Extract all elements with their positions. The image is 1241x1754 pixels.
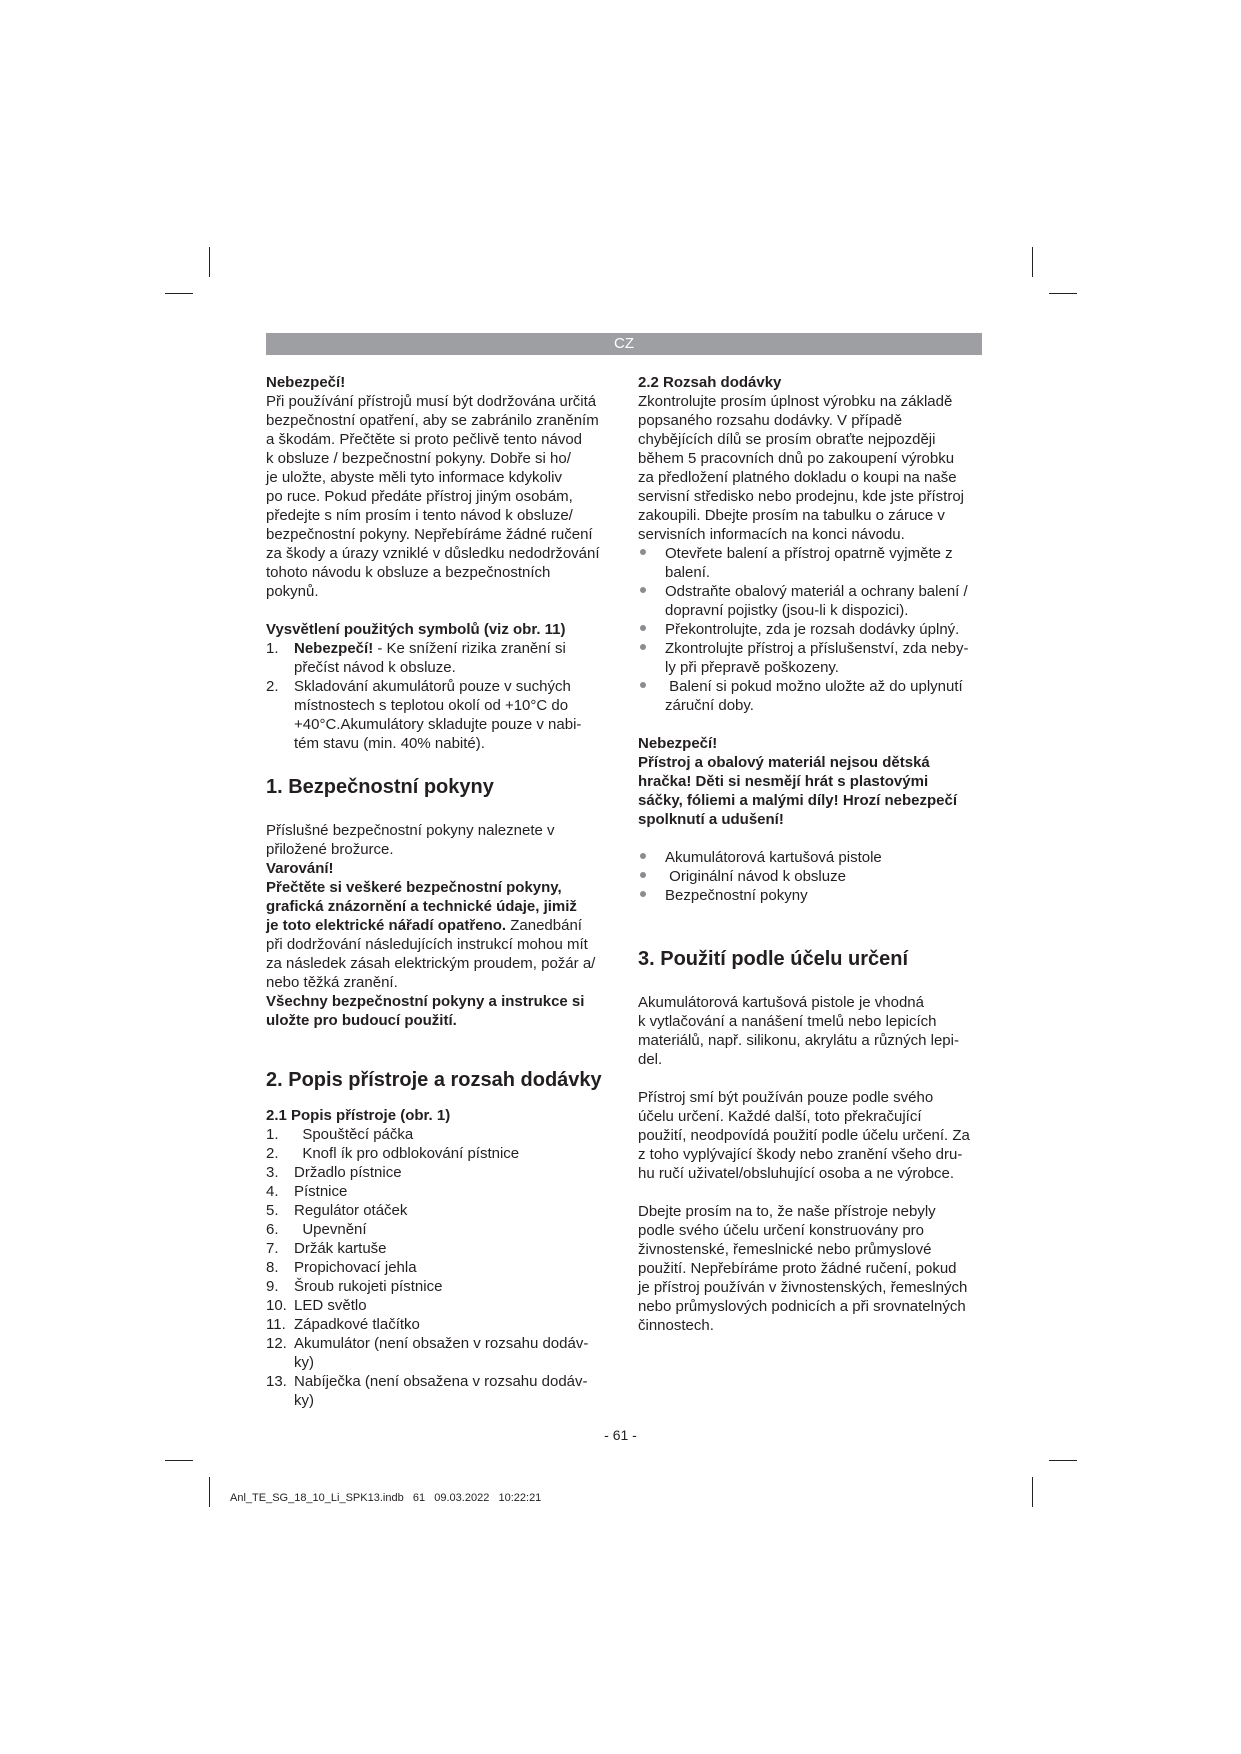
section-2-2-title: 2.2 Rozsah dodávky <box>638 374 782 391</box>
list-item <box>266 1372 611 1410</box>
item-number: 11. <box>266 1316 286 1333</box>
text-line: - Ke snížení rizika zranění si <box>373 640 566 657</box>
item-text: Upevnění <box>294 1221 367 1238</box>
item-text: Držák kartuše <box>294 1240 387 1257</box>
item-bold: Nebezpečí! <box>294 640 374 657</box>
section-2-title: 2. Popis přístroje a rozsah dodávky <box>266 1069 602 1091</box>
text-line: +40°C.Akumulátory skladujte pouze v nabi- <box>294 716 582 733</box>
item-text: balení. <box>665 564 711 581</box>
list-item <box>638 639 983 677</box>
item-text: Knofl ík pro odblokování pístnice <box>294 1145 520 1162</box>
danger-title: Nebezpečí! <box>638 735 718 752</box>
list-item <box>266 1296 611 1315</box>
item-text: ky) <box>294 1354 314 1371</box>
text-line: bezpečnostní opatření, aby se zabránilo zraněním <box>266 412 599 429</box>
text-line: místnostech s teplotou okolí od +10°C do <box>294 697 569 714</box>
text-line: za předložení platného dokladu o koupi na naše <box>638 469 957 486</box>
item-text: záruční doby. <box>665 697 754 714</box>
right-column <box>638 373 983 1335</box>
item-number: 4. <box>266 1183 279 1200</box>
bullet-icon <box>640 853 646 859</box>
text-line: při dodržování následujících instrukcí mohou mít <box>266 936 588 953</box>
text-line: del. <box>638 1051 663 1068</box>
item-text: LED světlo <box>294 1297 367 1314</box>
text-line: Přístroj a obalový materiál nejsou dětská <box>638 754 930 771</box>
text-line: Všechny bezpečnostní pokyny a instrukce si <box>266 993 585 1010</box>
text-line: z toho vyplývající škody nebo zranění všeho dru- <box>638 1146 963 1163</box>
section-1-title: 1. Bezpečnostní pokyny <box>266 776 494 798</box>
item-number: 2. <box>266 678 279 695</box>
item-text: Bezpečnostní pokyny <box>665 887 808 904</box>
text-line: použití, neodpovídá použití podle účelu určení. Za <box>638 1127 970 1144</box>
item-text: Odstraňte obalový materiál a ochrany balení / <box>665 583 968 600</box>
item-text: Spouštěcí páčka <box>294 1126 414 1143</box>
text-line: za následek zásah elektrickým proudem, požár a/ <box>266 955 596 972</box>
text-line: živnostenské, řemeslnické nebo průmyslové <box>638 1241 932 1258</box>
item-text: Originální návod k obsluze <box>665 868 846 885</box>
item-number: 9. <box>266 1278 279 1295</box>
text-line: Přečtěte si veškeré bezpečnostní pokyny, <box>266 879 562 896</box>
item-text: Balení si pokud možno uložte až do uplynutí <box>665 678 963 695</box>
text-line: chybějících dílů se prosím obraťte nejpozději <box>638 431 936 448</box>
item-text: Regulátor otáček <box>294 1202 408 1219</box>
bullet-icon <box>640 891 646 897</box>
text-line: je uložte, abyste měli tyto informace kdykoliv <box>266 469 562 486</box>
text-line: sáčky, fóliemi a malými díly! Hrozí nebezpečí <box>638 792 958 809</box>
language-header-bar: CZ <box>266 333 982 355</box>
item-number: 7. <box>266 1240 279 1257</box>
crop-mark <box>209 1477 210 1507</box>
text-line: hračka! Děti si nesmějí hrát s plastovými <box>638 773 929 790</box>
list-item <box>266 677 611 753</box>
crop-mark <box>1032 247 1033 277</box>
text-line: Dbejte prosím na to, že naše přístroje nebyly <box>638 1203 936 1220</box>
text-line: činnostech. <box>638 1317 714 1334</box>
text-line: k vytlačování a nanášení tmelů nebo lepicích <box>638 1013 937 1030</box>
warning-title: Varování! <box>266 860 334 877</box>
text-line: nebo průmyslových podnicích a při srovnatelných <box>638 1298 966 1315</box>
text-line: k obsluze / bezpečnostní pokyny. Dobře si ho/ <box>266 450 571 467</box>
list-item <box>266 1220 611 1239</box>
bullet-icon <box>640 682 646 688</box>
item-number: 6. <box>266 1221 279 1238</box>
list-item <box>266 1144 611 1163</box>
bullet-icon <box>640 549 646 555</box>
section-1-intro <box>266 821 611 859</box>
item-text: dopravní pojistky (jsou-li k dispozici). <box>665 602 909 619</box>
text-line: a škodám. Přečtěte si proto pečlivě tento návod <box>266 431 583 448</box>
danger-text <box>638 753 983 829</box>
text-line: předejte s ním prosím i tento návod k obsluze/ <box>266 507 573 524</box>
text-line: podle svého účelu určení konstruovány pro <box>638 1222 925 1239</box>
section-2-1-title: 2.1 Popis přístroje (obr. 1) <box>266 1107 451 1124</box>
text-line: pokynů. <box>266 583 319 600</box>
list-item <box>638 848 983 867</box>
text-line: tém stavu (min. 40% nabité). <box>294 735 485 752</box>
text-line: uložte pro budoucí použití. <box>266 1012 457 1029</box>
item-number: 13. <box>266 1373 287 1390</box>
item-number: 1. <box>266 640 279 657</box>
text-line: přečíst návod k obsluze. <box>294 659 456 676</box>
list-item <box>638 582 983 620</box>
text-line: za škody a úrazy vzniklé v důsledku nedodržování <box>266 545 600 562</box>
text-line: použití. Nepřebíráme proto žádné ručení, pokud <box>638 1260 957 1277</box>
list-item <box>638 677 983 715</box>
text-line: Přístroj smí být používán pouze podle svého <box>638 1089 934 1106</box>
package-contents <box>638 848 983 905</box>
item-text: Nabíječka (není obsažena v rozsahu dodáv- <box>294 1373 588 1390</box>
list-item <box>266 1182 611 1201</box>
warning-text <box>266 878 611 992</box>
text-line: Akumulátorová kartušová pistole je vhodná <box>638 994 924 1011</box>
text-line: přiložené brožurce. <box>266 841 394 858</box>
crop-mark <box>165 1460 193 1461</box>
bullet-icon <box>640 872 646 878</box>
crop-mark <box>1032 1477 1033 1507</box>
section-3-title: 3. Použití podle účelu určení <box>638 948 909 970</box>
list-item <box>266 1258 611 1277</box>
item-text: Akumulátorová kartušová pistole <box>665 849 882 866</box>
item-text: Pístnice <box>294 1183 348 1200</box>
section-2-2-text <box>638 392 983 544</box>
item-text: Držadlo pístnice <box>294 1164 402 1181</box>
item-number: 8. <box>266 1259 279 1276</box>
text-line: servisních informacích na konci návodu. <box>638 526 905 543</box>
item-number: 5. <box>266 1202 279 1219</box>
danger-text <box>266 392 611 601</box>
section-3-paragraph <box>638 993 983 1069</box>
item-text: Překontrolujte, zda je rozsah dodávky úplný. <box>665 621 960 638</box>
text-line: zakoupili. Dbejte prosím na tabulku o záruce v <box>638 507 945 524</box>
parts-list <box>266 1125 611 1410</box>
item-number: 1. <box>266 1126 279 1143</box>
crop-mark <box>1049 1460 1077 1461</box>
item-number: 3. <box>266 1164 279 1181</box>
text-line: je toto elektrické nářadí opatřeno. <box>266 917 507 934</box>
item-text: Šroub rukojeti pístnice <box>294 1278 443 1295</box>
crop-mark <box>1049 293 1077 294</box>
list-item <box>266 1277 611 1296</box>
item-text: Propichovací jehla <box>294 1259 417 1276</box>
list-item <box>638 620 983 639</box>
item-number: 2. <box>266 1145 279 1162</box>
unpacking-steps <box>638 544 983 715</box>
text-line: nebo těžká zranění. <box>266 974 398 991</box>
item-text: Otevřete balení a přístroj opatrně vyjměte z <box>665 545 953 562</box>
text-line: spolknutí a udušení! <box>638 811 784 828</box>
text-line: po ruce. Pokud předáte přístroj jiným osobám, <box>266 488 573 505</box>
danger-title: Nebezpečí! <box>266 374 346 391</box>
text-line: je přístroj používán v živnostenských, řemeslných <box>638 1279 968 1296</box>
list-item <box>266 1239 611 1258</box>
list-item <box>266 1201 611 1220</box>
text-line: popsaného rozsahu dodávky. V případě <box>638 412 903 429</box>
section-3-paragraph <box>638 1202 983 1335</box>
text-line: hu ručí uživatel/obsluhující osoba a ne výrobce. <box>638 1165 955 1182</box>
list-item <box>638 867 983 886</box>
text-line: během 5 pracovních dnů po zakoupení výrobku <box>638 450 955 467</box>
print-slug: Anl_TE_SG_18_10_Li_SPK13.indb 61 09.03.2022 10:22:21 <box>230 1492 542 1504</box>
item-text: ky) <box>294 1392 314 1409</box>
text-line: bezpečnostní pokyny. Nepřebíráme žádné ručení <box>266 526 593 543</box>
list-item <box>638 544 983 582</box>
text-line: grafická znázornění a technické údaje, jimiž <box>266 898 577 915</box>
item-number: 12. <box>266 1335 287 1352</box>
list-item <box>266 639 611 677</box>
text-line: Zanedbání <box>506 917 582 934</box>
text-line: účelu určení. Každé další, toto překračující <box>638 1108 922 1125</box>
bullet-icon <box>640 587 646 593</box>
text-line: Příslušné bezpečnostní pokyny naleznete v <box>266 822 555 839</box>
item-text: Západkové tlačítko <box>294 1316 420 1333</box>
crop-mark <box>165 293 193 294</box>
item-text: Zkontrolujte přístroj a příslušenství, zda neby- <box>665 640 969 657</box>
item-number: 10. <box>266 1297 287 1314</box>
keep-instructions-note <box>266 992 611 1030</box>
list-item <box>266 1163 611 1182</box>
list-item <box>266 1125 611 1144</box>
section-3-paragraph <box>638 1088 983 1183</box>
text-line: Při používání přístrojů musí být dodržována určitá <box>266 393 597 410</box>
text-line: Zkontrolujte prosím úplnost výrobku na základě <box>638 393 953 410</box>
text-line: Skladování akumulátorů pouze v suchých <box>294 678 571 695</box>
list-item <box>266 1315 611 1334</box>
symbols-title: Vysvětlení použitých symbolů (viz obr. 11) <box>266 621 566 638</box>
page-number: - 61 - <box>604 1427 637 1443</box>
bullet-icon <box>640 625 646 631</box>
text-line: tohoto návodu k obsluze a bezpečnostních <box>266 564 551 581</box>
text-line: servisní středisko nebo prodejnu, kde jste přístroj <box>638 488 964 505</box>
list-item <box>266 1334 611 1372</box>
item-text: Akumulátor (není obsažen v rozsahu dodáv- <box>294 1335 589 1352</box>
left-column <box>266 373 611 1410</box>
text-line: materiálů, např. silikonu, akrylátu a různých lepi- <box>638 1032 959 1049</box>
crop-mark <box>209 247 210 277</box>
item-text: ly při přepravě poškozeny. <box>665 659 839 676</box>
symbols-list <box>266 639 611 753</box>
list-item <box>638 886 983 905</box>
bullet-icon <box>640 644 646 650</box>
